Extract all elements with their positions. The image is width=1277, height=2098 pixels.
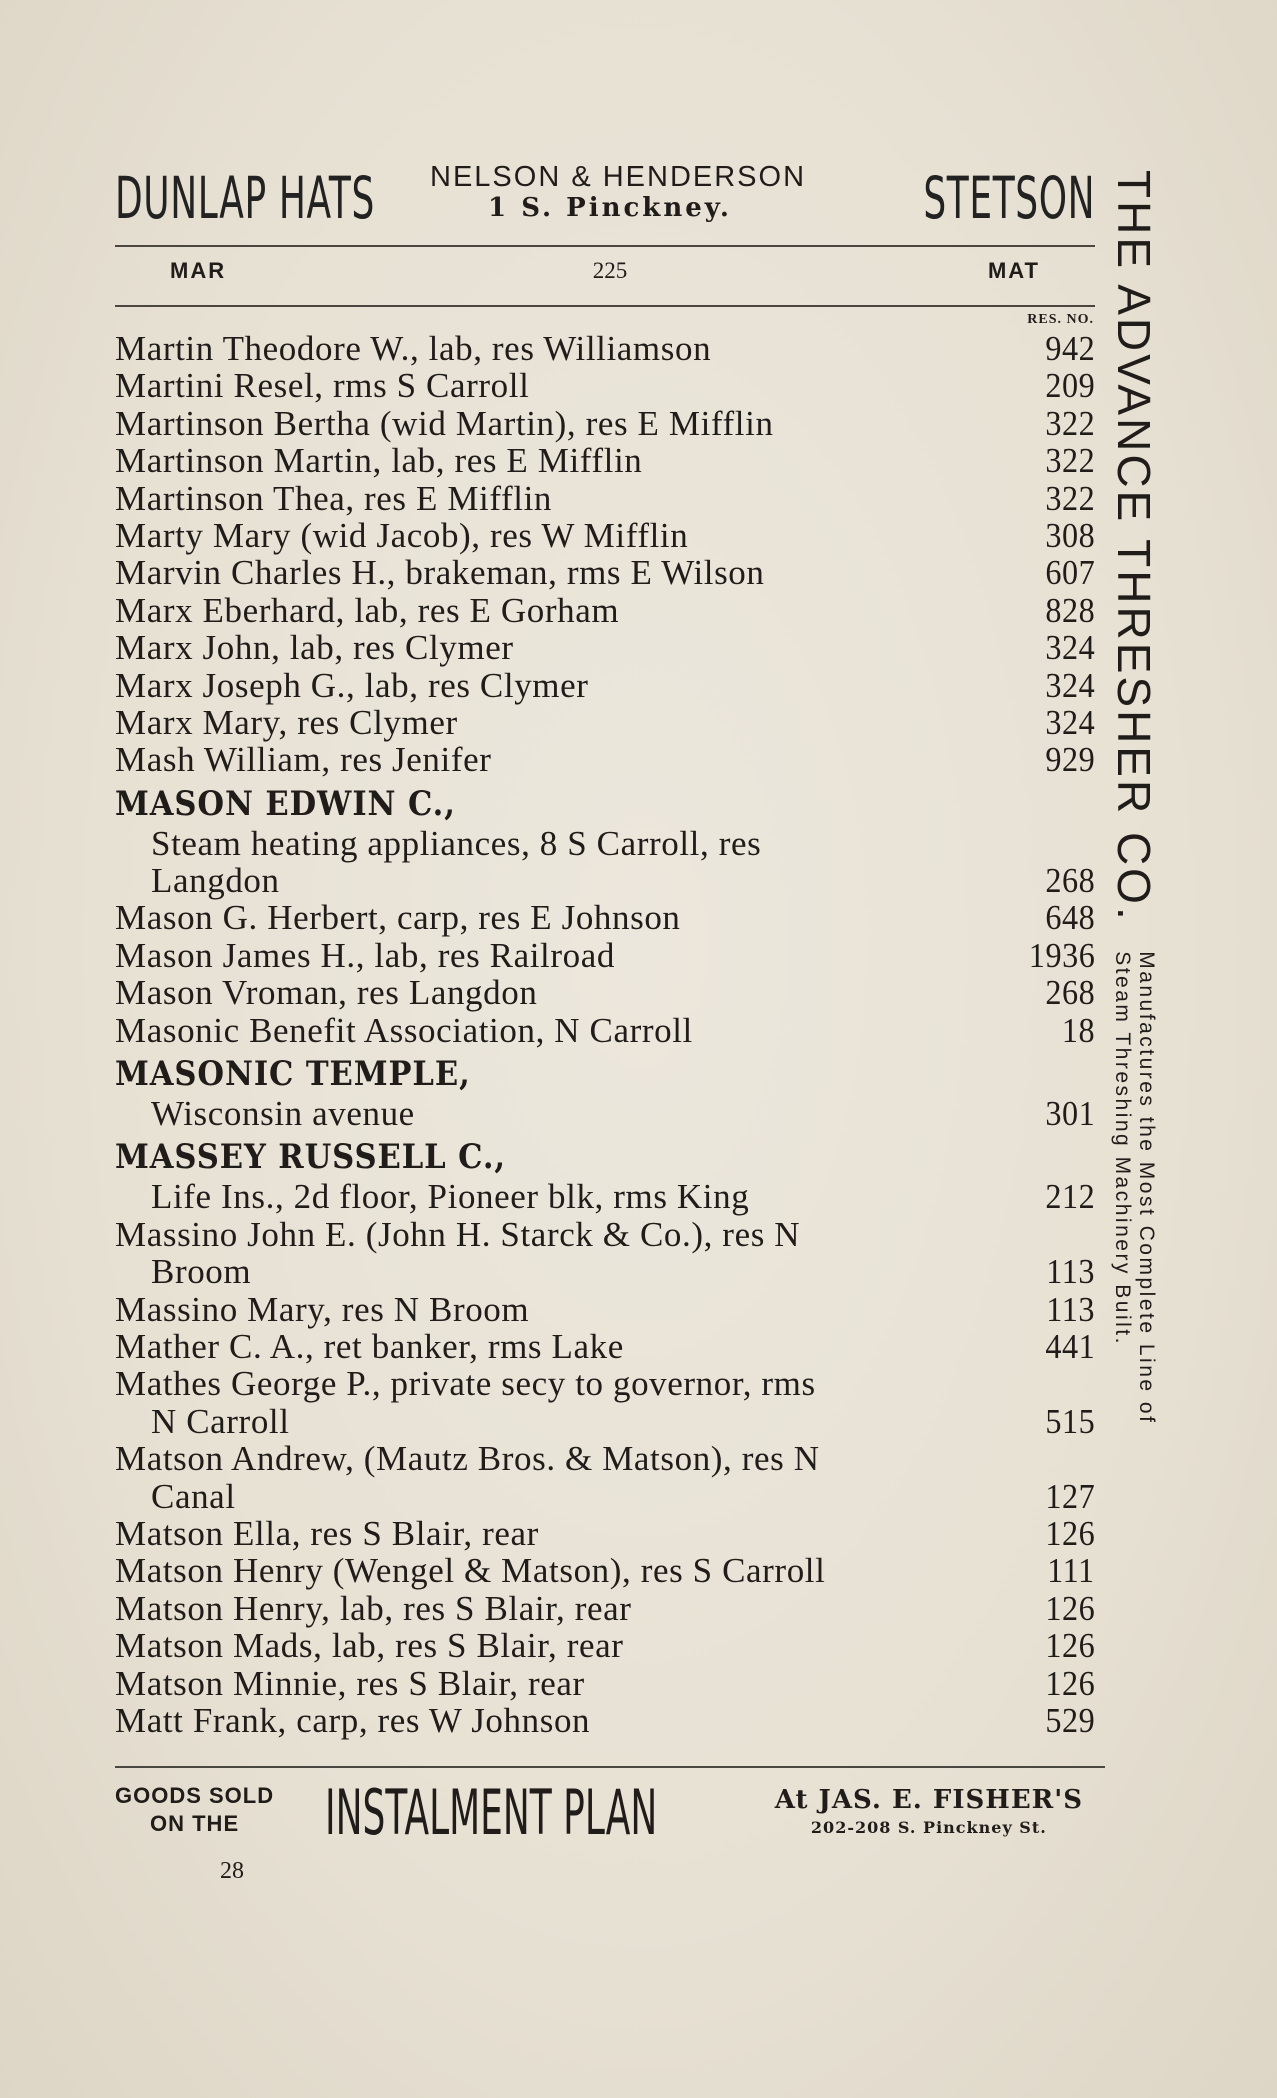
running-head-rule [115,305,1095,307]
entry-res-number: 324 [1045,702,1095,742]
directory-entry [115,1291,1095,1328]
entry-text: Matson Henry, lab, res S Blair, rear [115,1588,632,1628]
nelson-henderson-name: NELSON & HENDERSON [430,161,807,193]
instalment-plan-ad: INSTALMENT PLAN [325,1776,658,1849]
entry-text: Matson Minnie, res S Blair, rear [115,1663,585,1703]
fisher-name: At JAS. E. FISHER'S [774,1785,1083,1815]
entry-text: N Carroll [151,1401,290,1441]
entry-text: Mather C. A., ret banker, rms Lake [115,1326,624,1366]
entry-res-number: 209 [1045,366,1095,406]
entry-text: Marx John, lab, res Clymer [115,628,514,668]
entry-res-number: 308 [1045,515,1095,555]
entry-text: Massino Mary, res N Broom [115,1289,530,1329]
entry-text: Mason Vroman, res Langdon [115,973,538,1013]
entry-text: Martin Theodore W., lab, res Williamson [115,329,712,368]
entry-res-number: 828 [1045,590,1095,630]
entry-res-number: 127 [1045,1476,1095,1516]
nelson-henderson-ad [430,160,807,223]
entry-text: Marty Mary (wid Jacob), res W Mifflin [115,515,689,555]
directory-entry [115,1178,1095,1215]
entry-heading: MASONIC TEMPLE, [115,1054,471,1095]
entry-text: Langdon [151,861,280,901]
header-advertisement [115,160,1095,240]
footer-rule [115,1766,1105,1768]
page-number: 28 [220,1858,244,1884]
directory-entry [115,704,1095,741]
tagline-line-1: Manufactures the Most Complete Line of [1135,951,1158,1425]
entry-res-number: 322 [1045,441,1095,481]
entry-res-number: 268 [1045,861,1095,901]
entry-text: Matson Ella, res S Blair, rear [115,1513,539,1553]
entry-text: Marx Joseph G., lab, res Clymer [115,665,589,705]
entry-res-number: 515 [1045,1401,1095,1441]
entry-res-number: 268 [1045,973,1095,1013]
directory-entry [115,330,1095,367]
entry-text: Mathes George P., private secy to governor, rms [115,1364,816,1404]
entry-text: Matt Frank, carp, res W Johnson [115,1700,591,1740]
running-head-left: MAR [170,258,227,283]
entry-text: Marx Mary, res Clymer [115,702,458,742]
directory-entry [115,1365,1095,1402]
advance-thresher-name: THE ADVANCE THRESHER CO. [1108,170,1160,923]
directory-entry [115,1216,1095,1253]
header-rule [115,245,1095,247]
directory-entry [115,480,1095,517]
entry-res-number: 113 [1046,1252,1095,1292]
entry-text: Canal [151,1476,236,1516]
directory-entry [115,937,1095,974]
entry-res-number: 648 [1045,898,1095,938]
entry-res-number: 529 [1045,1700,1095,1740]
directory-entry [115,1328,1095,1365]
stetson-ad: STETSON [923,164,1095,232]
entry-text: Marvin Charles H., brakeman, rms E Wilson [115,553,765,593]
entry-res-number: 324 [1045,628,1095,668]
entry-heading: MASSEY RUSSELL C., [115,1137,506,1178]
directory-entry [115,1095,1095,1132]
entry-res-number: 1936 [1028,935,1095,975]
entry-res-number: 441 [1045,1326,1095,1366]
directory-entry [115,741,1095,778]
entry-text: Mash William, res Jenifer [115,740,492,780]
directory-entry [115,825,1095,862]
entry-text: Matson Henry (Wengel & Matson), res S Carroll [115,1551,826,1591]
directory-entry [115,1403,1095,1440]
entry-text: Masonic Benefit Association, N Carroll [115,1010,693,1050]
directory-entry [115,862,1095,899]
entry-text: Matson Mads, lab, res S Blair, rear [115,1626,624,1666]
entry-text: Broom [151,1252,252,1292]
entry-res-number: 126 [1045,1588,1095,1628]
directory-entry [115,1478,1095,1515]
directory-entry [115,1515,1095,1552]
directory-entry [115,974,1095,1011]
directory-entry [115,1702,1095,1739]
entry-res-number: 322 [1045,403,1095,443]
entry-text: Martinson Martin, lab, res E Mifflin [115,441,643,481]
entry-res-number: 113 [1046,1289,1095,1329]
entry-text: Matson Andrew, (Mautz Bros. & Matson), res N [115,1439,820,1479]
directory-entry [115,405,1095,442]
entry-res-number: 942 [1045,329,1095,368]
directory-entry [115,367,1095,404]
entry-res-number: 322 [1045,478,1095,518]
tagline-line-2: Steam Threshing Machinery Built. [1111,951,1134,1346]
running-head-page: 225 [592,258,628,283]
directory-entry [115,899,1095,936]
directory-entry [115,629,1095,666]
entry-text: Massino John E. (John H. Starck & Co.), res N [115,1214,801,1254]
entry-text: Martinson Thea, res E Mifflin [115,478,553,518]
entry-res-number: 301 [1045,1094,1095,1134]
entry-heading: MASON EDWIN C., [115,783,456,824]
directory-entry [115,592,1095,629]
entry-text: Wisconsin avenue [151,1094,415,1134]
fisher-ad [775,1784,1083,1840]
entry-res-number: 607 [1045,553,1095,593]
directory-entry [115,1627,1095,1664]
entry-res-number: 929 [1045,740,1095,780]
directory-entry [115,667,1095,704]
footer-advertisement [115,1778,1095,1888]
directory-entry [115,554,1095,591]
entry-text: Martini Resel, rms S Carroll [115,366,530,406]
fisher-address: 202-208 S. Pinckney St. [810,1818,1047,1837]
goods-sold-label [115,1782,274,1838]
entry-res-number: 111 [1047,1551,1095,1591]
directory-entry [115,1665,1095,1702]
entry-text: Life Ins., 2d floor, Pioneer blk, rms King [151,1177,750,1217]
directory-entries [115,330,1095,1739]
goods-sold-line-1: GOODS SOLD [115,1783,275,1808]
res-no-column-label: RES. NO. [1027,312,1094,327]
directory-entry [115,442,1095,479]
advance-thresher-tagline [1110,951,1158,1424]
entry-res-number: 126 [1045,1513,1095,1553]
entry-text: Mason James H., lab, res Railroad [115,935,615,975]
directory-entry [115,1440,1095,1477]
entry-res-number: 126 [1045,1626,1095,1666]
directory-entry [115,517,1095,554]
side-advertisement [1110,170,1158,1870]
entry-text: Steam heating appliances, 8 S Carroll, res [151,823,762,863]
entry-res-number: 324 [1045,665,1095,705]
goods-sold-line-2: ON THE [150,1811,240,1836]
entry-res-number: 212 [1045,1177,1095,1217]
dunlap-hats-ad: DUNLAP HATS [115,164,375,232]
entry-res-number: 126 [1045,1663,1095,1703]
entry-res-number: 18 [1061,1010,1095,1050]
entry-text: Marx Eberhard, lab, res E Gorham [115,590,620,630]
directory-entry [115,1590,1095,1627]
running-head-right: MAT [987,258,1040,283]
entry-text: Mason G. Herbert, carp, res E Johnson [115,898,681,938]
entry-text: Martinson Bertha (wid Martin), res E Mifflin [115,403,774,443]
directory-entry [115,1012,1095,1049]
directory-entry [115,1552,1095,1589]
nelson-henderson-address: 1 S. Pinckney. [488,193,732,223]
directory-entry [115,1253,1095,1290]
